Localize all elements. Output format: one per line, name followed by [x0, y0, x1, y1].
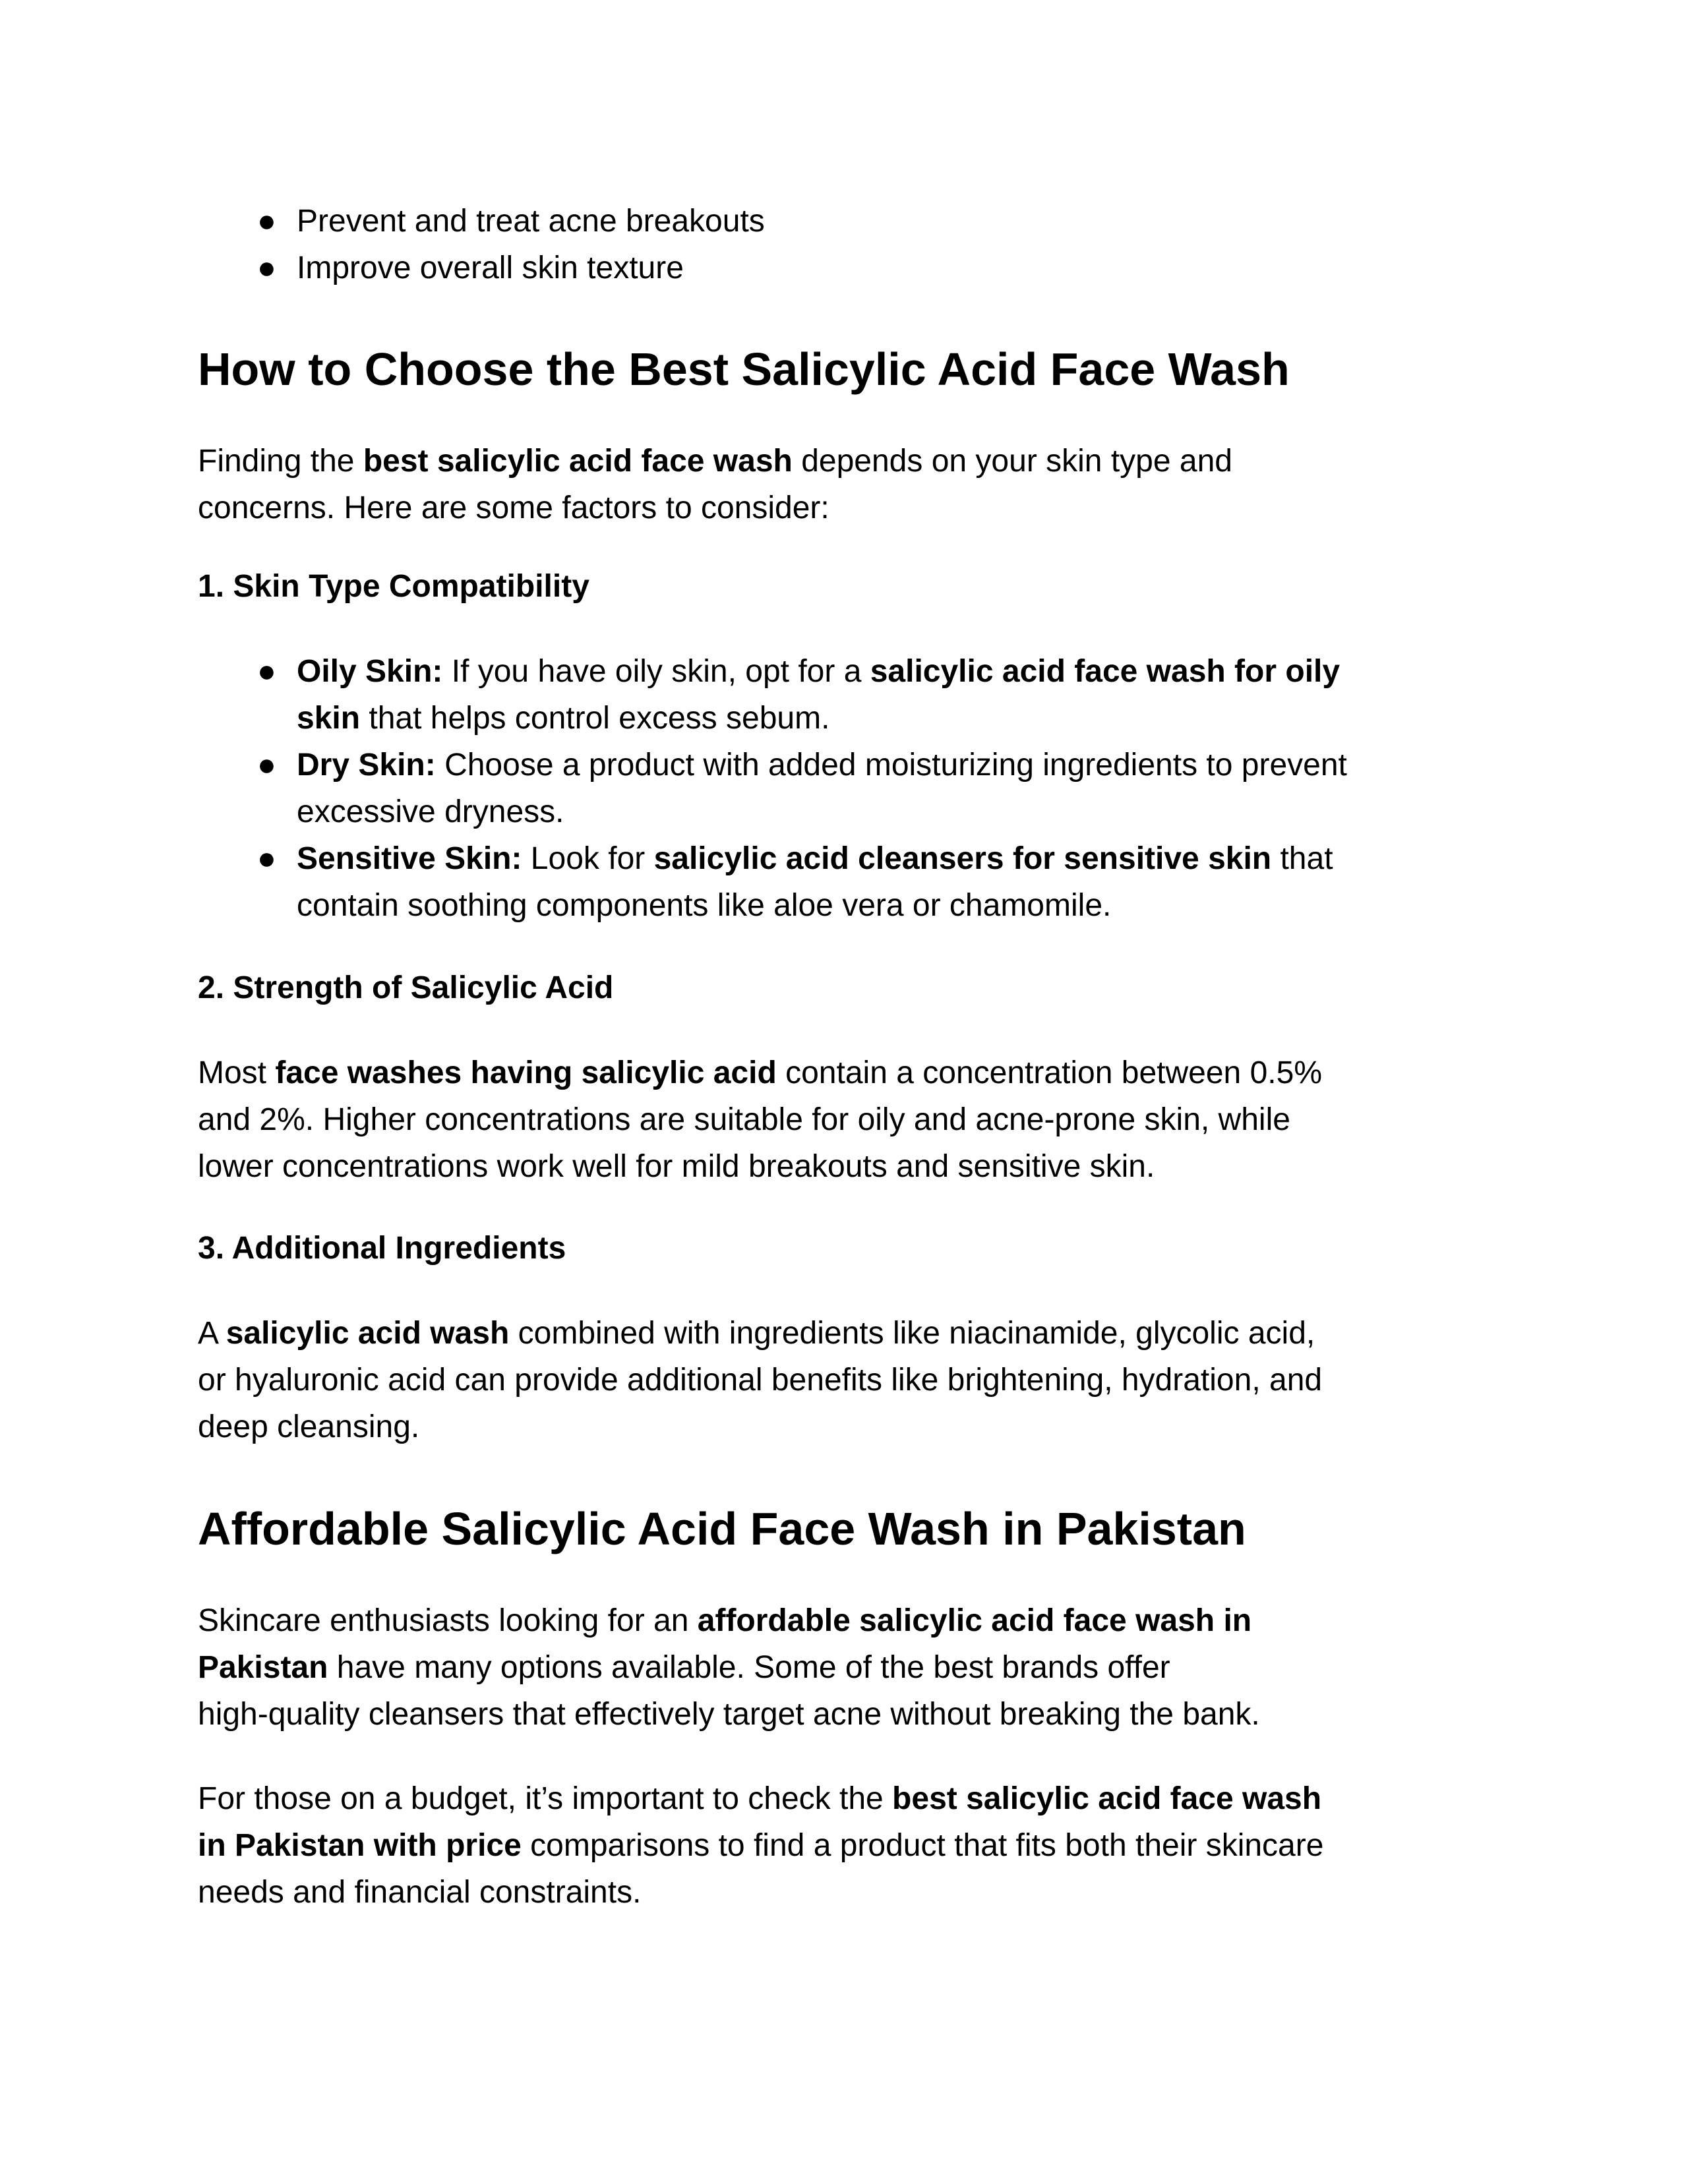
affordable-paragraph-1 [198, 1597, 1490, 1738]
text-run: or hyaluronic acid can provide additional benefits like brightening, hydration, and [198, 1363, 1323, 1398]
text-run: Finding the [198, 444, 363, 479]
text-run: Most [198, 1055, 276, 1090]
bold-text-run: Sensitive Skin: [297, 841, 522, 876]
list-item [198, 648, 1490, 742]
intro-bullet-list [198, 198, 1490, 291]
bullet-icon: ● [257, 251, 276, 285]
text-run: deep cleansing. [198, 1409, 420, 1444]
bold-text-run: skin [297, 701, 361, 736]
bullet-icon: ● [257, 204, 276, 239]
text-run: needs and financial constraints. [198, 1875, 642, 1910]
text-run: Skincare enthusiasts looking for an [198, 1603, 698, 1638]
skin-type-bullet-list [198, 648, 1490, 929]
bold-text-run: best salicylic acid face wash [892, 1781, 1322, 1816]
text-run: have many options available. Some of the best brands offer [328, 1650, 1170, 1685]
list-item-text [297, 654, 1340, 736]
list-item-text [297, 748, 1347, 829]
bold-text-run: in Pakistan with price [198, 1828, 522, 1863]
section-heading-affordable: Affordable Salicylic Acid Face Wash in Pakistan [198, 1503, 1246, 1554]
text-run: comparisons to find a product that fits both their skincare [521, 1828, 1324, 1863]
section-heading-choose: How to Choose the Best Salicylic Acid Face Wash [198, 343, 1290, 395]
list-item-text [297, 841, 1333, 923]
text-run: and 2%. Higher concentrations are suitable for oily and acne-prone skin, while [198, 1102, 1290, 1137]
subheading-strength: 2. Strength of Salicylic Acid [198, 970, 614, 1005]
text-run: Look for [522, 841, 654, 876]
choose-intro-paragraph [198, 438, 1490, 531]
text-run: A [198, 1316, 226, 1351]
text-run: that [1271, 841, 1333, 876]
list-item [198, 245, 1490, 291]
text-run: depends on your skin type and [792, 444, 1232, 479]
bullet-icon: ● [257, 748, 276, 782]
list-item [198, 198, 1490, 245]
additional-ingredients-paragraph [198, 1310, 1490, 1450]
text-run: For those on a budget, it’s important to check the [198, 1781, 893, 1816]
text-run: combined with ingredients like niacinamide, glycolic acid, [509, 1316, 1315, 1351]
list-item-text: Prevent and treat acne breakouts [297, 204, 765, 239]
affordable-paragraph-2 [198, 1775, 1490, 1916]
text-run: excessive dryness. [297, 794, 564, 829]
text-run: high-quality cleansers that effectively target acne without breaking the bank. [198, 1697, 1260, 1732]
bold-text-run: salicylic acid face wash for oily [870, 654, 1341, 689]
bold-text-run: Pakistan [198, 1650, 328, 1685]
subheading-skin-type: 1. Skin Type Compatibility [198, 569, 589, 604]
text-run: lower concentrations work well for mild breakouts and sensitive skin. [198, 1149, 1155, 1184]
subheading-additional-ingredients: 3. Additional Ingredients [198, 1231, 566, 1266]
text-run: contain a concentration between 0.5% [776, 1055, 1322, 1090]
bullet-icon: ● [257, 841, 276, 876]
bold-text-run: best salicylic acid face wash [363, 444, 793, 479]
strength-paragraph [198, 1049, 1490, 1190]
list-item [198, 835, 1490, 929]
text-run: that helps control excess sebum. [360, 701, 830, 736]
text-run: Choose a product with added moisturizing ingredients to prevent [435, 748, 1347, 782]
list-item [198, 742, 1490, 835]
text-run: If you have oily skin, opt for a [442, 654, 870, 689]
bullet-icon: ● [257, 654, 276, 689]
bold-text-run: salicylic acid cleansers for sensitive skin [653, 841, 1272, 876]
list-item-text: Improve overall skin texture [297, 251, 684, 285]
bold-text-run: salicylic acid wash [226, 1316, 510, 1351]
bold-text-run: affordable salicylic acid face wash in [697, 1603, 1252, 1638]
bold-text-run: face washes having salicylic acid [275, 1055, 777, 1090]
text-run: concerns. Here are some factors to consider: [198, 490, 829, 525]
bold-text-run: Dry Skin: [297, 748, 436, 782]
bold-text-run: Oily Skin: [297, 654, 443, 689]
text-run: contain soothing components like aloe vera or chamomile. [297, 888, 1112, 923]
